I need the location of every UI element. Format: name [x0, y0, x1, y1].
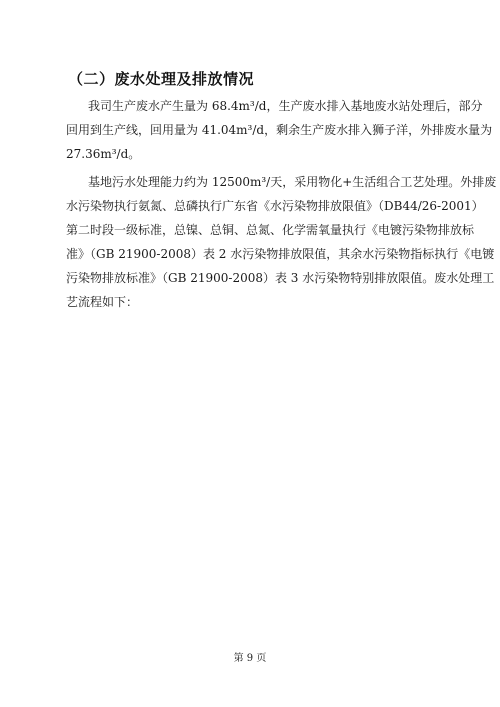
paragraph-line: 回用到生产线，回用量为 41.04m³/d，剩余生产废水排入狮子洋，外排废水量为: [66, 123, 493, 137]
paragraph-line: 27.36m³/d。: [66, 147, 141, 161]
paragraph-line: 水污染物执行氨氮、总磷执行广东省《水污染物排放限值》（DB44/26-2001）: [66, 199, 484, 213]
paragraph-line: 基地污水处理能力约为 12500m³/天，采用物化+生活组合工艺处理。外排废: [88, 175, 497, 189]
paragraph-line: 第二时段一级标准，总镍、总铜、总氮、化学需氧量执行《电镀污染物排放标: [66, 223, 475, 237]
paragraph-line: 准》（GB 21900-2008）表 2 水污染物排放限值，其余水污染物指标执行《电镀: [66, 247, 495, 261]
section-heading: （二）废水处理及排放情况: [68, 70, 255, 88]
paragraph-line: 我司生产废水产生量为 68.4m³/d，生产废水排入基地废水站处理后，部分: [88, 99, 483, 113]
page-number: 第 9 页: [233, 653, 267, 664]
paragraph-line: 污染物排放标准》（GB 21900-2008）表 3 水污染物特别排放限值。废水处理工: [66, 271, 495, 285]
paragraph-line: 艺流程如下：: [66, 295, 139, 309]
